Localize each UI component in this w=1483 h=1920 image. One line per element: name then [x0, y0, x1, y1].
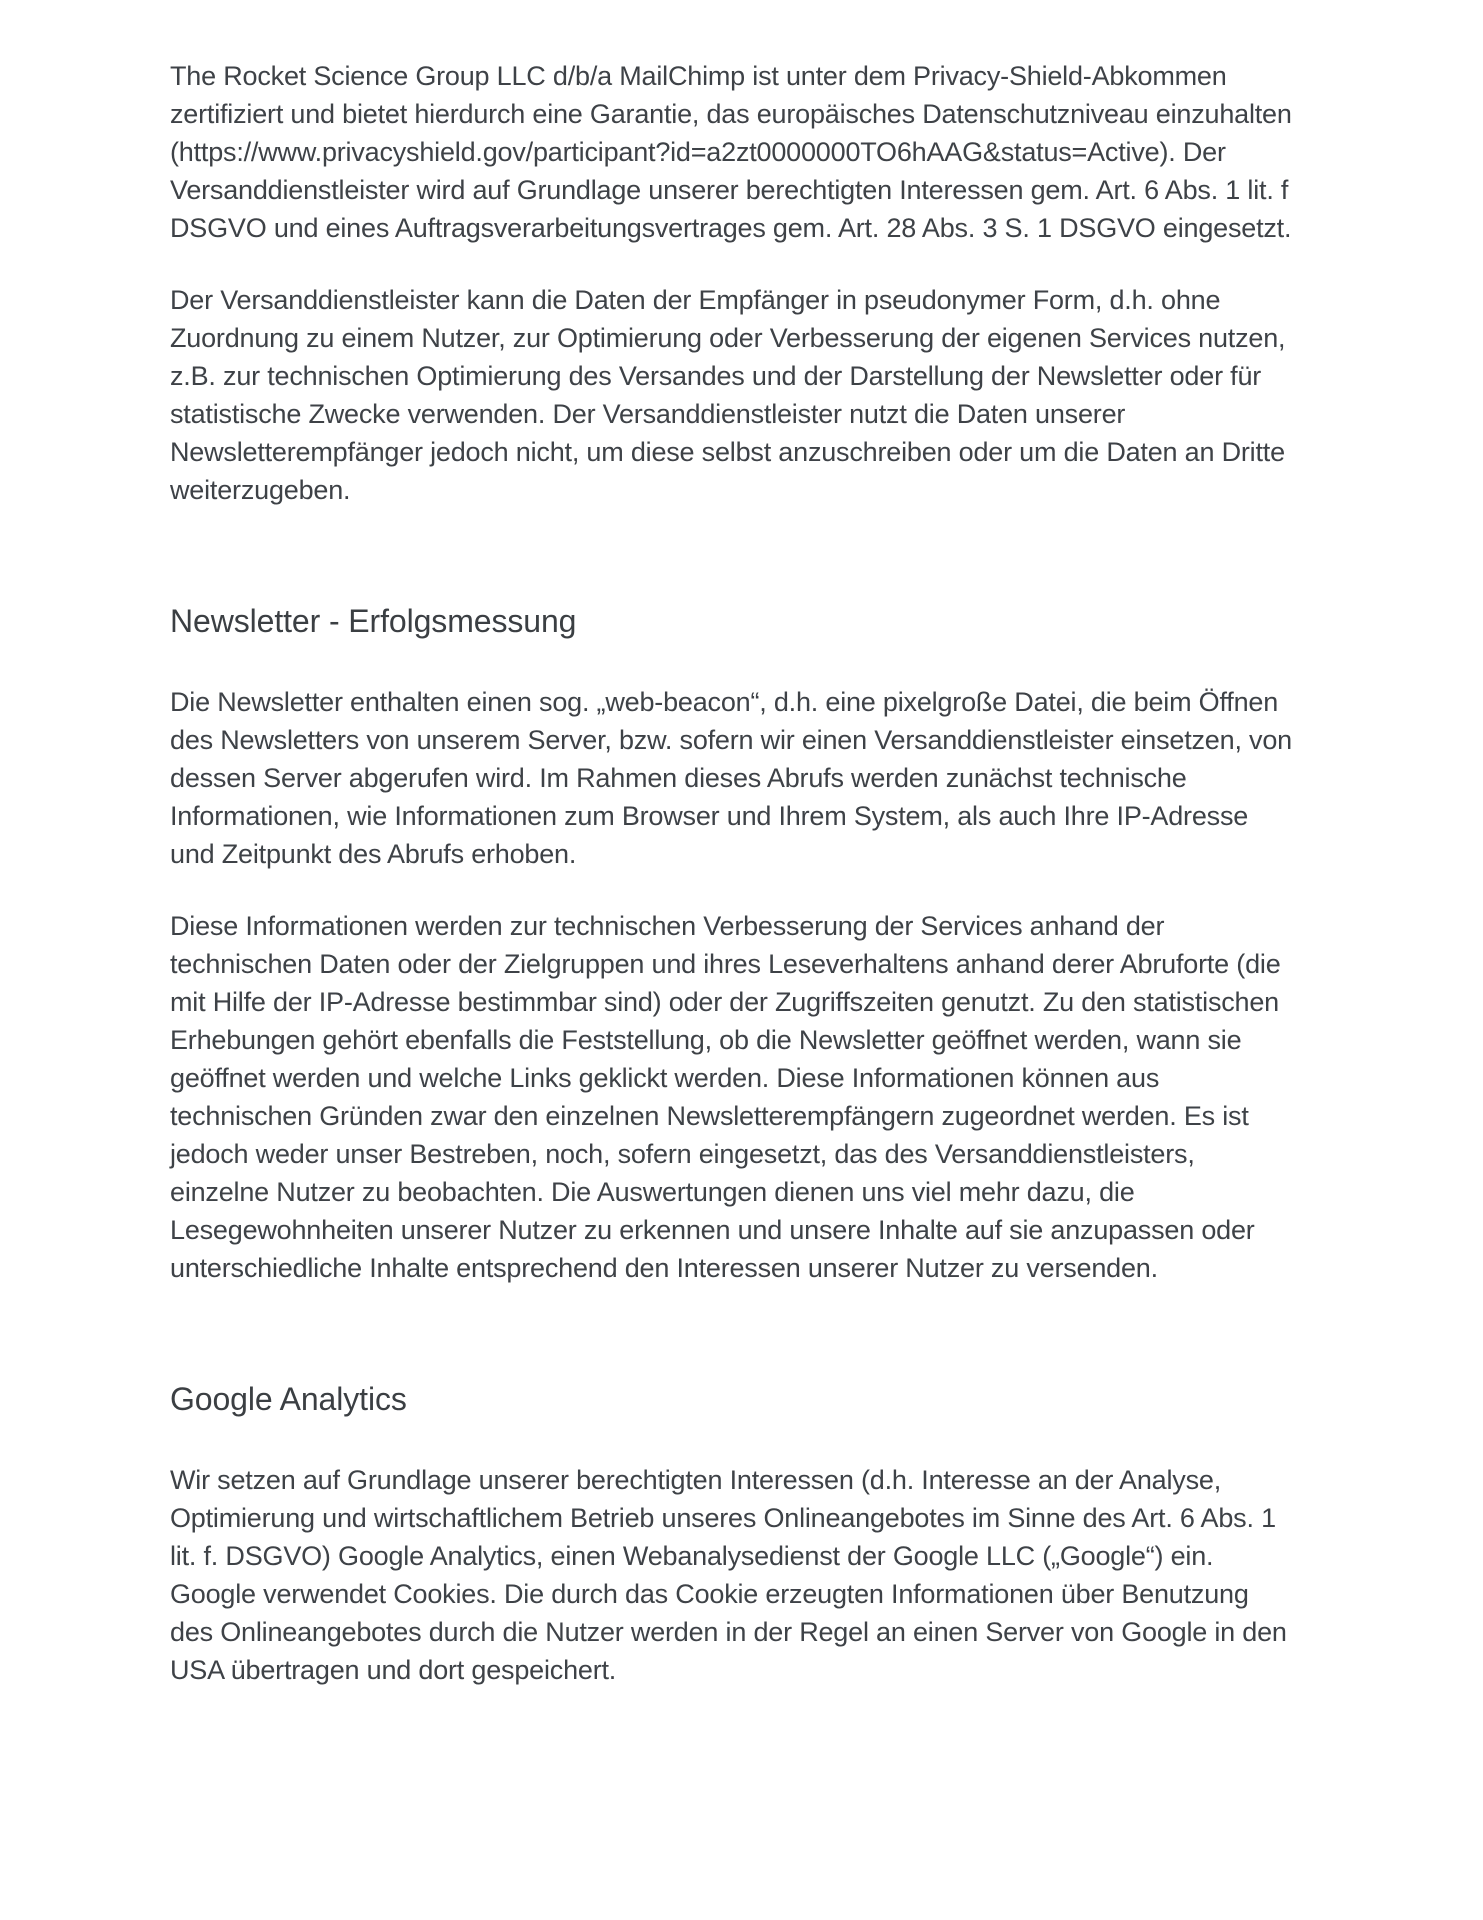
paragraph-google-analytics: Wir setzen auf Grundlage unserer berechtigten Interessen (d.h. Interesse an der Analyse, Optimierung und wirtschaftlichem Betrieb unseres Onlineangebotes im Sinne des Art. 6 Abs. 1 lit. f. DSGVO) Google Analytics, einen Webanalysedienst der Google LLC („Google“) ein. Google verwendet Cookies. Die durch das Cookie erzeugten Informationen über Benutzung des Onlineangebotes durch die Nutzer werden in der Regel an einen Server von Google in den USA übertragen und dort gespeichert.	[170, 1465, 1287, 1685]
paragraph-mailchimp-privacy-shield: The Rocket Science Group LLC d/b/a MailChimp ist unter dem Privacy-Shield-Abkommen zertifiziert und bietet hierdurch eine Garantie, das europäisches Datenschutzniveau einzuhalten (https://www.privacyshield.gov/participant?id=a2zt0000000TO6hAAG&status=Active). Der Versanddienstleister wird auf Grundlage unserer berechtigten Interessen gem. Art. 6 Abs. 1 lit. f DSGVO und eines Auftragsverarbeitungsvertrages gem. Art. 28 Abs. 3 S. 1 DSGVO eingesetzt.	[170, 61, 1292, 243]
heading-google-analytics: Google Analytics	[170, 1381, 407, 1417]
paragraph-statistische-auswertung: Diese Informationen werden zur technischen Verbesserung der Services anhand der technischen Daten oder der Zielgruppen und ihres Leseverhaltens anhand derer Abruforte (die mit Hilfe der IP-Adresse bestimmbar sind) oder der Zugriffszeiten genutzt. Zu den statistischen Erhebungen gehört ebenfalls die Feststellung, ob die Newsletter geöffnet werden, wann sie geöffnet werden und welche Links geklickt werden. Diese Informationen können aus technischen Gründen zwar den einzelnen Newsletterempfängern zugeordnet werden. Es ist jedoch weder unser Bestreben, noch, sofern eingesetzt, das des Versanddienstleisters, einzelne Nutzer zu beobachten. Die Auswertungen dienen uns viel mehr dazu, die Lesegewohnheiten unserer Nutzer zu erkennen und unsere Inhalte auf sie anzupassen oder unterschiedliche Inhalte entsprechend den Interessen unserer Nutzer zu versenden.	[170, 911, 1281, 1283]
heading-newsletter-erfolgsmessung: Newsletter - Erfolgsmessung	[170, 603, 577, 639]
document-body	[170, 57, 1292, 1689]
paragraph-web-beacon: Die Newsletter enthalten einen sog. „web-beacon“, d.h. eine pixelgroße Datei, die beim Öffnen des Newsletters von unserem Server, bzw. sofern wir einen Versanddienstleister einsetzen, von dessen Server abgerufen wird. Im Rahmen dieses Abrufs werden zunächst technische Informationen, wie Informationen zum Browser und Ihrem System, als auch Ihre IP-Adresse und Zeitpunkt des Abrufs erhoben.	[170, 687, 1292, 869]
paragraph-versanddienstleister-pseudonym: Der Versanddienstleister kann die Daten der Empfänger in pseudonymer Form, d.h. ohne Zuordnung zu einem Nutzer, zur Optimierung oder Verbesserung der eigenen Services nutzen, z.B. zur technischen Optimierung des Versandes und der Darstellung der Newsletter oder für statistische Zwecke verwenden. Der Versanddienstleister nutzt die Daten unserer Newsletterempfänger jedoch nicht, um diese selbst anzuschreiben oder um die Daten an Dritte weiterzugeben.	[170, 285, 1286, 505]
